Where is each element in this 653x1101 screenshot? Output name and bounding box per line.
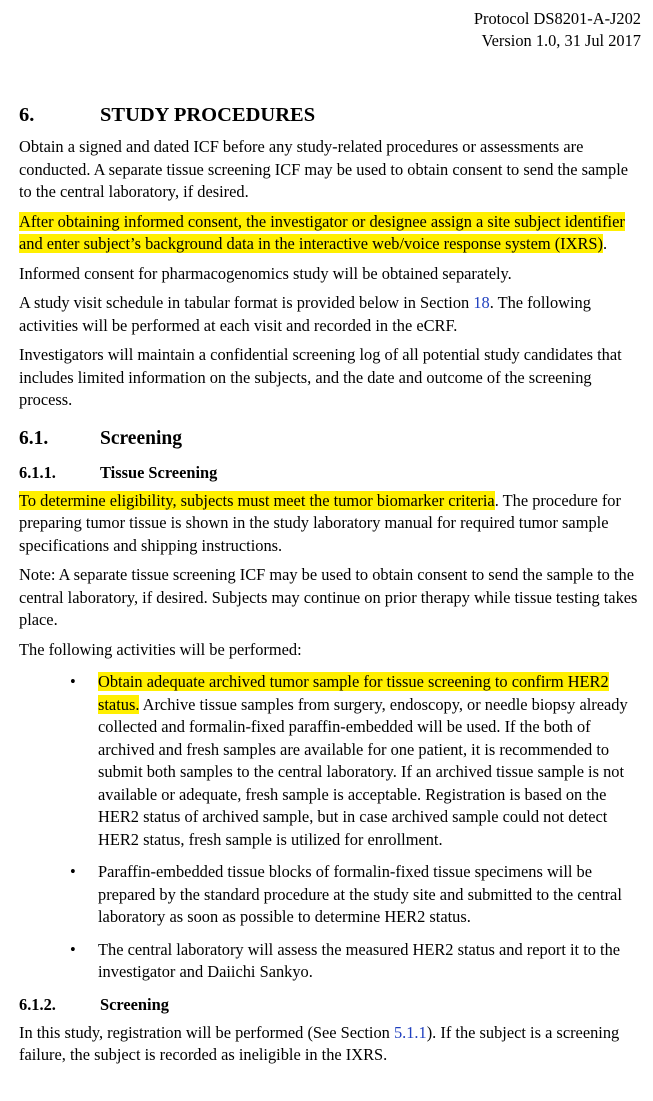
highlighted-text: After obtaining informed consent, the investigator or designee assign a site subject identifier and enter subject’s background data in the interactive web/voice response system (IXRS) [19, 211, 625, 253]
section-title: Screening [100, 427, 182, 449]
list-item: • Obtain adequate archived tumor sample for tissue screening to confirm HER2 status. Archive tissue samples from surgery, endoscopy, or needle biopsy already collected and formalin-fixed paraffin-embedded will be used. If the both of archived and fresh samples are available for one patient, it is recommended to submit both samples to the central laboratory. If an archived tissue sample is not available or adequate, fresh sample is acceptable. Registration is based on the HER2 status of archived sample, but in case archived sample could not detect HER2 status, fresh sample is utilized for enrollment. [70, 672, 628, 849]
page-header [474, 8, 641, 52]
bullet-marker: • [70, 939, 76, 959]
section-number: 6. [19, 104, 35, 126]
paragraph: In this study, registration will be performed (See Section 5.1.1). If the subject is a screening failure, the subject is recorded as ineligible in the IXRS. [19, 1022, 620, 1064]
section-number: 6.1.2. [19, 994, 56, 1014]
highlighted-text: To determine eligibility, subjects must meet the tumor biomarker criteria [19, 490, 495, 510]
list-item: • The central laboratory will assess the measured HER2 status and report it to the investigator and Daiichi Sankyo. [70, 939, 621, 981]
list-item: • Paraffin-embedded tissue blocks of formalin-fixed tissue specimens will be prepared by the standard procedure at the study site and submitted to the central laboratory as soon as possible to determine HER2 status. [70, 862, 622, 926]
paragraph: Investigators will maintain a confidential screening log of all potential study candidates that includes limited information on the subjects, and the date and outcome of the screening process. [19, 345, 622, 409]
section-link[interactable]: 5.1.1 [393, 1022, 427, 1042]
section-title: Tissue Screening [100, 462, 218, 482]
paragraph: Informed consent for pharmacogenomics study will be obtained separately. [19, 263, 512, 283]
section-title: STUDY PROCEDURES [100, 104, 316, 126]
paragraph: Obtain a signed and dated ICF before any study-related procedures or assessments are conducted. A separate tissue screening ICF may be used to obtain consent to send the sample to the central laboratory, if desired. [19, 137, 629, 201]
section-6-1-2-heading [19, 994, 643, 1016]
paragraph: Note: A separate tissue screening ICF may be used to obtain consent to send the sample to the central laboratory, if desired. Subjects may continue on prior therapy while tissue testing takes place. [19, 565, 638, 629]
section-link[interactable]: 18 [473, 293, 490, 312]
section-6-1-heading [19, 426, 643, 452]
paragraph: A study visit schedule in tabular format is provided below in Section 18. The following activities will be performed at each visit and recorded in the eCRF. [19, 293, 591, 335]
bullet-marker: • [70, 862, 76, 881]
activity-list [19, 671, 643, 984]
document-body [19, 102, 643, 1074]
paragraph: The following activities will be performed: [19, 639, 302, 659]
protocol-id: Protocol DS8201-A-J202 [473, 9, 641, 28]
section-6-1-1-heading [19, 462, 643, 484]
paragraph: After obtaining informed consent, the investigator or designee assign a site subject identifier and enter subject’s background data in the interactive web/voice response system (IXRS). [19, 211, 625, 253]
bullet-marker: • [70, 672, 76, 691]
version-date: Version 1.0, 31 Jul 2017 [481, 31, 641, 50]
paragraph: To determine eligibility, subjects must meet the tumor biomarker criteria. The procedure for preparing tumor tissue is shown in the study laboratory manual for required tumor sample specifications and shipping instructions. [19, 490, 621, 555]
section-6-heading [19, 102, 643, 128]
section-number: 6.1.1. [19, 462, 56, 482]
section-title: Screening [100, 994, 169, 1014]
section-number: 6.1. [19, 427, 49, 449]
highlighted-text: Obtain adequate archived tumor sample for tissue screening to confirm HER2 status. [98, 672, 609, 714]
